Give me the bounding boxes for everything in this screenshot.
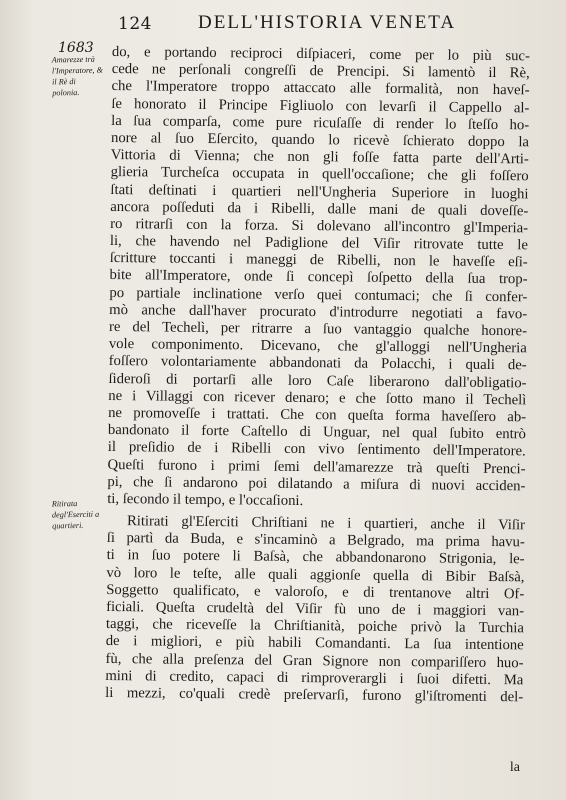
- text-line: Vittoria di Vienna; che non gli foſſe fatta parte dell'Arti-: [110, 147, 529, 168]
- catchword: la: [509, 760, 520, 775]
- text-line: bite all'Imperatore, onde ſi concepì ſoſpetto della ſua trop-: [109, 267, 528, 288]
- text-line: ſe honorato il Principe Figliuolo con levarſi il Cappello al-: [111, 95, 530, 116]
- text-line: de i migliori, e più habili Comandanti. La ſua intentione: [105, 633, 524, 654]
- text-line: ſideroſi di portarſi alle loro Caſe liberarono dall'obligatio-: [108, 370, 527, 391]
- page-header: [108, 12, 528, 46]
- text-line: do, e portando reciproci diſpiaceri, come per lo più suc-: [111, 44, 530, 65]
- text-line: bandonato il forte Caſtello di Unguar, nel qual ſubito entrò: [107, 422, 527, 443]
- text-line: ſi partì da Buda, e s'incaminò a Belgrado, ma prima havu-: [106, 530, 525, 551]
- text-line: ti in ſuo potere li Baſsà, che abbandonarono Strigonia, le-: [106, 547, 525, 568]
- text-line: ſtati deſtinati i quartieri nell'Ungheria Superiore in luoghi: [110, 181, 529, 202]
- text-line: li mezzi, co'quali credè preſervarſi, furono gl'iſtromenti del-: [105, 684, 524, 706]
- text-line: Soggetto qualificato, e valoroſo, e di trentanove altri Of-: [106, 581, 525, 603]
- marginal-note-amarezze: Amarezze trà l'Imperatore, & il Rè di polonia.: [51, 54, 104, 98]
- text-line: mini di credito, capaci di rimproverargli i ſuoi difetti. Ma: [105, 667, 524, 689]
- marginal-year: 1683: [58, 40, 94, 56]
- page-number: 124: [118, 14, 152, 34]
- marginal-note-ritirata: Ritirata degl'Eserciti a quartieri.: [51, 499, 100, 531]
- text-line: ancora poſſeduti da i Ribelli, dalle mani de quali doveſſe-: [110, 198, 529, 220]
- text-line: ſcritture toccanti i maneggi de Ribelli, non le haveſſe eſi-: [109, 250, 528, 271]
- text-line: vò loro le teſte, alle quali aggionſe quella di Bibir Baſsà,: [106, 564, 525, 585]
- text-line: ne promoveſſe i trattati. Che con queſta forma haveſſero ab-: [108, 404, 527, 426]
- text-line: il preſidio de i Ribelli con vivo ſentimento dell'Imperatore.: [107, 439, 526, 460]
- paragraph-2: [105, 513, 525, 706]
- text-line: po partiale inclinatione verſo quei contumaci; che ſi confer-: [109, 284, 528, 305]
- text-line: ro ritrarſi con la forza. Si dolevano all'incontro gl'Imperia-: [110, 215, 529, 237]
- text-line: nore al ſuo Eſercito, quando lo ricevè ſchierato doppo la: [110, 129, 530, 151]
- text-line: re del Techelì, per ritrarre a ſuo vantaggio qualche honore-: [108, 318, 528, 340]
- text-line: taggi, che riceveſſe la Chriſtianità, poiche privò la Turchia: [105, 616, 524, 637]
- text-line: glieria Turcheſca occupata in quell'occaſione; che gli foſſero: [110, 164, 529, 185]
- paragraph-1: [107, 44, 530, 512]
- text-line: pi, che ſi andarono poi dilatando a miſura di nuovi acciden-: [107, 473, 526, 495]
- text-line: foſſero volontariamente abbandonati da Polacchi, i quali de-: [108, 353, 527, 374]
- text-line: Queſti furono i primi ſemi dell'amarezze trà queſti Prenci-: [107, 456, 526, 477]
- text-line: mò anche dall'haver procurato d'introdurre negotiati a favo-: [109, 301, 528, 323]
- text-line: vole componimento. Dicevano, che gl'alloggi nell'Ungheria: [108, 336, 527, 357]
- running-title: DELL'HISTORIA VENETA: [198, 12, 457, 33]
- text-line: che l'Imperatore troppo attaccato alle formalità, non haveſ-: [111, 78, 530, 99]
- text-line: ne i Villaggi con ricever denaro; e che ſotto mano il Techelì: [108, 387, 527, 409]
- text-line: Ritirati gl'Eſerciti Chriſtiani ne i quartieri, anche il Viſir: [126, 513, 526, 534]
- text-line: ficiali. Queſta crudeltà del Viſir fù uno de i maggiori van-: [106, 598, 525, 620]
- text-line: li, che havendo nel Padiglione del Viſir ritrovate tutte le: [109, 233, 528, 254]
- text-line: la ſua comparſa, come pure ricuſaſſe di render lo ſteſſo ho-: [111, 112, 530, 134]
- text-line: ti, ſecondo il tempo, e l'occaſioni.: [107, 490, 304, 509]
- body-text: [105, 44, 530, 706]
- text-line: cede ne perſonali congreſſi de Prencipi. Si lamentò il Rè,: [111, 61, 530, 82]
- text-line: fù, che alla preſenza del Gran Signore non compariſſero huo-: [105, 650, 524, 671]
